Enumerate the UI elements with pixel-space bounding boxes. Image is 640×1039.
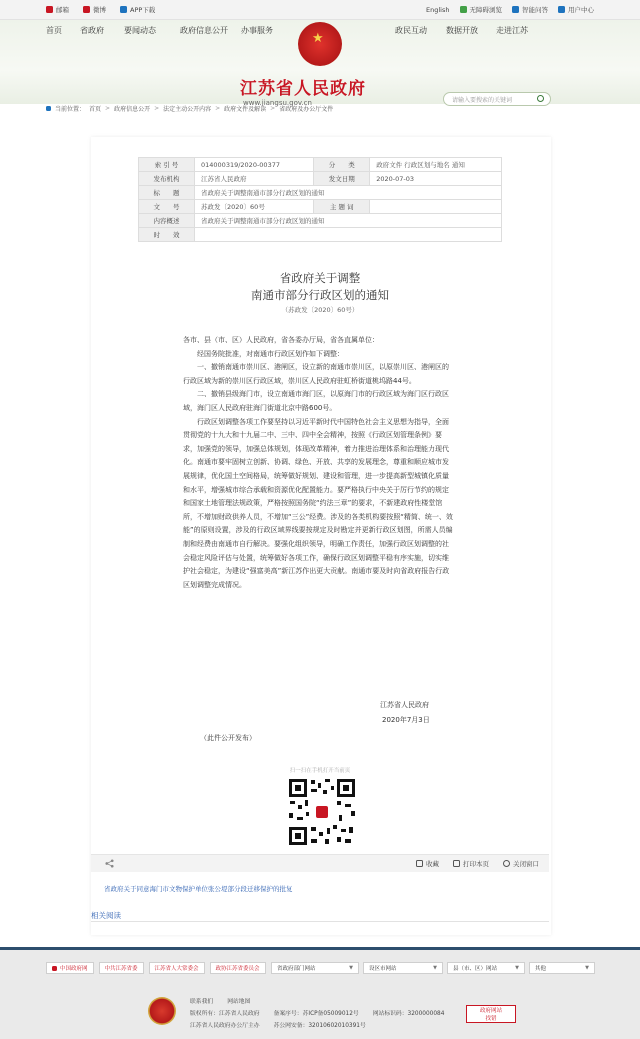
- site-title[interactable]: 江苏省人民政府: [240, 79, 366, 99]
- document-number: （苏政发〔2020〕60号）: [281, 306, 359, 314]
- publisher: 江苏省人民政府: [195, 172, 314, 186]
- salutation: 各市、县（市、区）人民政府，省各委办厅局，省各直属单位：: [183, 336, 379, 344]
- weibo-icon: [83, 6, 90, 13]
- top-utility-bar: [0, 0, 640, 20]
- mail-icon: [46, 6, 53, 13]
- breadcrumb-item[interactable]: 政府文件及解读: [224, 106, 267, 113]
- select-county-sites[interactable]: 县（市、区）网站 ▼: [447, 962, 525, 974]
- nav-interaction[interactable]: 政民互动: [395, 26, 427, 35]
- site-url: www.jiangsu.gov.cn: [243, 99, 312, 107]
- select-province-depts[interactable]: 省政府部门网站 ▼: [271, 962, 359, 974]
- national-emblem-icon: ★: [298, 22, 342, 66]
- search-icon[interactable]: [537, 95, 544, 102]
- validity: [195, 228, 502, 242]
- nav-news[interactable]: 要闻动态: [124, 26, 156, 35]
- nav-services[interactable]: 办事服务: [241, 26, 273, 35]
- select-city-sites[interactable]: 设区市网站 ▼: [363, 962, 443, 974]
- category: 政府文件 行政区划与地名 通知: [370, 158, 502, 172]
- summary: 省政府关于调整南通市部分行政区划的通知: [195, 214, 502, 228]
- chevron-down-icon: ▼: [585, 965, 589, 971]
- user-center-link[interactable]: 用户中心: [558, 5, 594, 14]
- footer-link-npc[interactable]: 江苏省人大常委会: [149, 962, 205, 974]
- article-toolbar: [91, 854, 549, 872]
- nav-info-disclosure[interactable]: 政府信息公开: [180, 26, 228, 35]
- sitemap-link[interactable]: 网站地图: [227, 999, 251, 1005]
- footer-emblem-icon: [148, 997, 176, 1025]
- sign-date: 2020年7月3日: [382, 716, 430, 724]
- paragraph: 行政区划调整各项工作要坚持以习近平新时代中国特色社会主义思想为指导，全面贯彻党的十九大和十九届二中、三中、四中全会精神，按照《行政区划管理条例》要求，加强党的领导，加强总体规划，体现改革精神，着力推进治理体系和治理能力现代化。南通市要牢固树立创新、协调、绿色、开放、共享的发展理念，尊重和顺应城市发展规律，优化国土空间格局，统筹做好规划、建设和管理，进一步提高新型城镇化质量和水平，增强城市综合承载和资源优化配置能力。要严格执行中央关于厉行节约的规定和国家土地管理法规政策，严格按照国务院“约法三章”的要求，不新建政府性楼堂馆所，不增加财政供养人员，不增加“三公”经费。涉及的各类机构要按照“精简、统一、效能”的原则设置，涉及的行政区域界线要按规定及时勘定并更新行政区划图，所需人员编制和经费由南通市自行解决。要强化组织领导，明确工作责任，加强行政区划调整的社会稳定风险评估与处置，统筹做好各项工作，确保行政区划调整平稳有序实施，切实维护社会稳定，为建设“强富美高”新江苏作出更大贡献。南通市要及时向省政府报告行政区划调整完成情况。: [183, 417, 453, 589]
- qr-tip: 扫一扫在手机打开当前页: [289, 768, 351, 774]
- app-download-link[interactable]: APP下载: [120, 5, 155, 14]
- paragraph: 经国务院批准，对南通市行政区划作如下调整：: [197, 349, 344, 358]
- weibo-link[interactable]: 微博: [83, 5, 106, 14]
- emblem-icon: [52, 966, 57, 971]
- close-window-button[interactable]: 关闭窗口: [503, 859, 539, 868]
- signer: 江苏省人民政府: [380, 701, 429, 709]
- footer-link-cppcc[interactable]: 政协江苏省委员会: [210, 962, 266, 974]
- related-article-link[interactable]: 省政府关于同意海门市文物保护单位张公堤部分段迁移保护的批复: [104, 885, 293, 893]
- doc-number: 苏政发〔2020〕60号: [195, 200, 314, 214]
- footer-link-party[interactable]: 中共江苏省委: [99, 962, 144, 974]
- paragraph: 一、撤销南通市崇川区、港闸区，设立新的南通市崇川区，以原崇川区、港闸区的行政区域为新的崇川区行政区域，崇川区人民政府驻虹桥街道桃坞路44号。: [183, 363, 449, 385]
- footer-info: 联系我们 网站地图 版权所有：江苏省人民政府 备案序号：苏ICP备05009012号 网站标识码：3200000084 江苏省人民政府办公厅主办 苏公网安备：32010602010391号: [190, 996, 444, 1032]
- qr-code-icon: [287, 777, 357, 847]
- chevron-down-icon: ▼: [349, 965, 353, 971]
- location-icon: [46, 106, 51, 111]
- nav-about-jiangsu[interactable]: 走进江苏: [496, 26, 528, 35]
- search-input[interactable]: 请输入要搜索的关键词: [443, 92, 551, 106]
- accessibility-link[interactable]: 无障碍浏览: [460, 5, 503, 14]
- print-icon: [453, 860, 460, 867]
- breadcrumb-item[interactable]: 政府信息公开: [114, 106, 151, 113]
- document-body: [183, 334, 455, 592]
- chat-icon: [512, 6, 519, 13]
- divider: [91, 921, 549, 922]
- issue-date: 2020-07-03: [370, 172, 502, 186]
- nav-home[interactable]: 首页: [46, 26, 62, 35]
- site-footer: [0, 947, 640, 1039]
- favorite-icon: [416, 860, 423, 867]
- keywords: [370, 200, 502, 214]
- document-meta-table: 索 引 号 014000319/2020-00377 分 类 政府文件 行政区划与地名 通知 发布机构 江苏省人民政府 发文日期 2020-07-03 标 题 省政府关于调整南通市部分行政区划的通知 文 号 苏政发〔2020〕60号 主 题 词 内容概述 省政府关于调整南通市部分行政区划的通知 时 效: [138, 157, 502, 242]
- share-icon[interactable]: [105, 859, 114, 868]
- smart-qa-link[interactable]: 智能问答: [512, 5, 548, 14]
- favorite-button[interactable]: 收藏: [416, 859, 439, 868]
- contact-us-link[interactable]: 联系我们: [190, 999, 214, 1005]
- doc-title-value: 省政府关于调整南通市部分行政区划的通知: [195, 186, 502, 200]
- breadcrumb-item[interactable]: 首页: [89, 106, 102, 113]
- mobile-icon: [120, 6, 127, 13]
- nav-open-data[interactable]: 数据开放: [446, 26, 478, 35]
- english-link[interactable]: English: [426, 5, 450, 14]
- accessibility-icon: [460, 6, 467, 13]
- breadcrumb: 当前位置： 首页 > 政府信息公开 > 法定主动公开内容 > 政府文件及解读 > 省政府及办公厅文件: [46, 104, 333, 113]
- chevron-down-icon: ▼: [515, 965, 519, 971]
- footer-link-gov-cn[interactable]: 中国政府网: [46, 962, 94, 974]
- select-other-sites[interactable]: 其他 ▼: [529, 962, 595, 974]
- breadcrumb-item[interactable]: 法定主动公开内容: [163, 106, 212, 113]
- print-button[interactable]: 打印本页: [453, 859, 489, 868]
- chevron-down-icon: ▼: [433, 965, 437, 971]
- document-title-line1: 省政府关于调整: [279, 271, 361, 285]
- mail-link[interactable]: 邮箱: [46, 5, 69, 14]
- paragraph: 二、撤销县级海门市，设立南通市海门区，以原海门市的行政区域为海门区行政区域，海门区人民政府驻海门街道北京中路600号。: [183, 390, 449, 412]
- document-title-line2: 南通市部分行政区划的通知: [251, 288, 389, 302]
- gov-website-error-report-badge[interactable]: 政府网站 找错: [466, 1005, 516, 1023]
- index-number: 014000319/2020-00377: [195, 158, 314, 172]
- breadcrumb-item[interactable]: 省政府及办公厅文件: [279, 106, 334, 113]
- close-icon: [503, 860, 510, 867]
- site-header: [0, 20, 640, 107]
- nav-province-gov[interactable]: 省政府: [80, 26, 104, 35]
- user-icon: [558, 6, 565, 13]
- related-reading-title: 相关阅读: [91, 911, 121, 920]
- publish-note: （此件公开发布）: [200, 734, 256, 742]
